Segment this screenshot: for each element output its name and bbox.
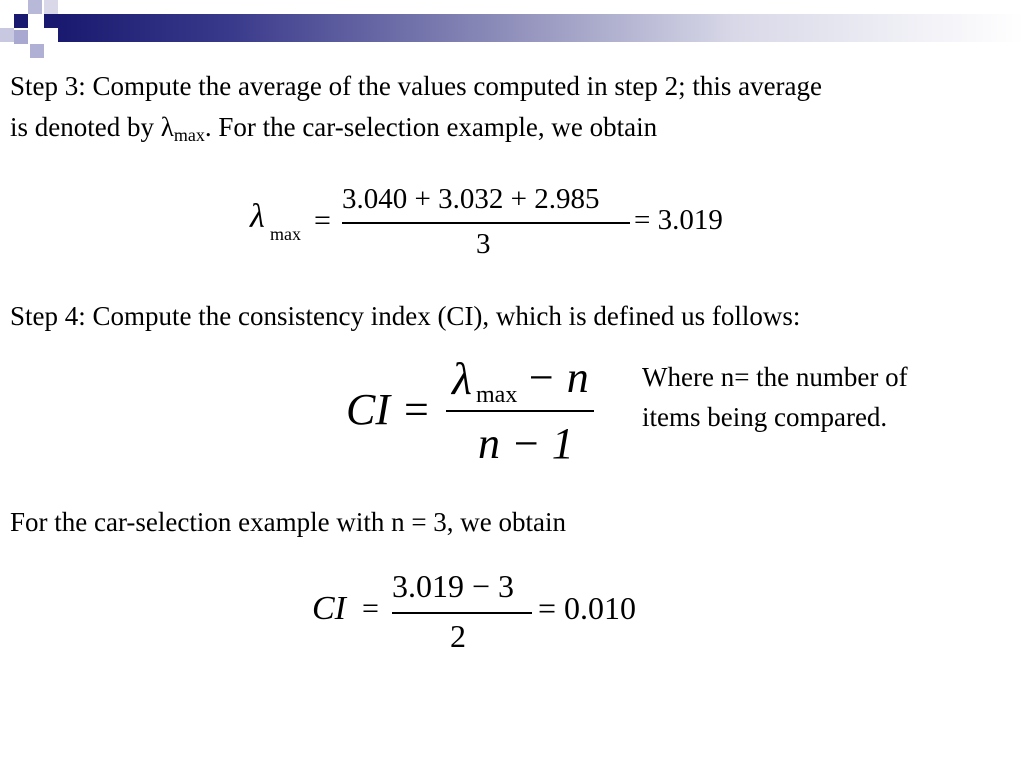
- eq1-lambda: λ: [250, 198, 265, 235]
- checker-square: [0, 28, 14, 42]
- eq3-fraction-line: [392, 612, 532, 614]
- step3-line2-post: . For the car-selection example, we obtain: [204, 112, 658, 142]
- eq2-lambda: λ: [452, 353, 472, 404]
- eq1-fraction-line: [342, 222, 630, 224]
- note-line1: Where n= the number of: [642, 362, 908, 392]
- eq2-lhs: CI: [346, 385, 390, 434]
- note-line2: items being compared.: [642, 402, 888, 432]
- eq1-numerator: 3.040 + 3.032 + 2.985: [342, 183, 600, 215]
- eq2-equals: =: [404, 385, 429, 434]
- eq1-sub: max: [270, 224, 301, 244]
- checker-square: [28, 0, 42, 14]
- lambda-symbol: λ: [160, 112, 174, 142]
- eq3-result: = 0.010: [538, 590, 637, 626]
- step3-line2-pre: is denoted by: [10, 112, 161, 142]
- lambda-subscript: max: [173, 125, 205, 145]
- eq2-denominator: n − 1: [478, 419, 574, 468]
- step3-line1: Step 3: Compute the average of the values computed in step 2; this average: [10, 71, 823, 101]
- eq2-sub: max: [476, 382, 518, 408]
- checker-square: [14, 30, 28, 44]
- checker-square: [14, 14, 28, 28]
- checker-square: [30, 44, 44, 58]
- eq3-equals: =: [362, 592, 379, 625]
- eq1-equals: =: [314, 204, 331, 237]
- step4-text: Step 4: Compute the consistency index (CI), which is defined us follows:: [10, 301, 801, 331]
- example-text: For the car-selection example with n = 3, we obtain: [10, 507, 567, 537]
- step3-line2: [10, 107, 657, 148]
- eq3-numerator: 3.019 − 3: [392, 568, 515, 604]
- eq2-num-rest: − n: [526, 353, 589, 402]
- checker-square: [44, 14, 58, 28]
- checker-square: [44, 0, 58, 14]
- eq3-lhs: CI: [312, 590, 346, 627]
- eq3-denominator: 2: [450, 618, 466, 654]
- eq2-fraction-line: [446, 410, 594, 412]
- eq1-result: = 3.019: [634, 204, 723, 236]
- eq1-denominator: 3: [476, 228, 491, 260]
- header-gradient-bar: [58, 14, 1024, 42]
